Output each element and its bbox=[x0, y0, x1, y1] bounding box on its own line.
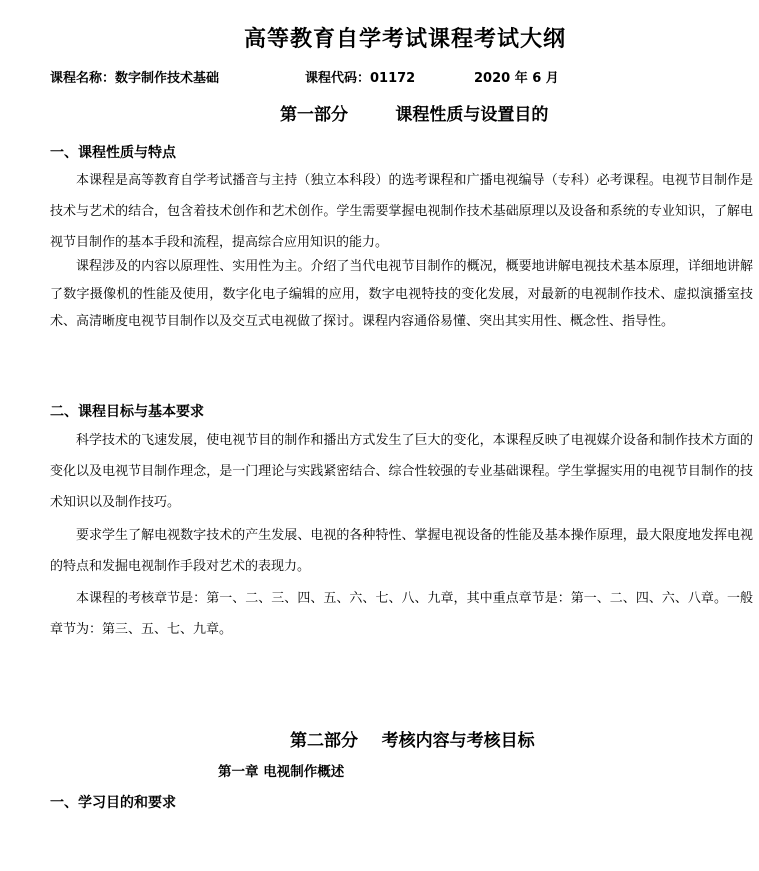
syllabus-date: 2020 年 6 月 bbox=[474, 71, 559, 86]
part-one-title: 第一部分 课程性质与设置目的 bbox=[280, 105, 549, 125]
section-heading-goals: 二、课程目标与基本要求 bbox=[50, 404, 204, 420]
paragraph-goals-1: 科学技术的飞速发展，使电视节目的制作和播出方式发生了巨大的变化，本课程反映了电视媒介设备和制作技术方面的变化以及电视节目制作理念，是一门理论与实践紧密结合、综合性较强的专业基础课程。学生掌握实用的电视节目制作的技术知识以及制作技巧。 bbox=[50, 433, 753, 510]
section-heading-objectives: 一、学习目的和要求 bbox=[50, 795, 176, 811]
paragraph-goals-2: 要求学生了解电视数字技术的产生发展、电视的各种特性、掌握电视设备的性能及基本操作原理，最大限度地发挥电视的特点和发掘电视制作手段对艺术的表现力。 bbox=[50, 528, 753, 574]
paragraph-nature-1: 本课程是高等教育自学考试播音与主持（独立本科段）的选考课程和广播电视编导（专科）必考课程。电视节目制作是技术与艺术的结合，包含着技术创作和艺术创作。学生需要掌握电视制作技术基础原理以及设备和系统的专业知识，了解电视节目制作的基本手段和流程，提高综合应用知识的能力。 bbox=[50, 173, 753, 250]
document-title: 高等教育自学考试课程考试大纲 bbox=[243, 26, 566, 52]
part-two-title: 第二部分 考核内容与考核目标 bbox=[290, 731, 535, 751]
course-name: 课程名称：数字制作技术基础 bbox=[50, 71, 220, 86]
chapter-one-title: 第一章 电视制作概述 bbox=[218, 764, 345, 780]
section-heading-nature: 一、课程性质与特点 bbox=[50, 145, 176, 161]
course-code: 课程代码：01172 bbox=[305, 71, 416, 86]
paragraph-nature-2: 课程涉及的内容以原理性、实用性为主。介绍了当代电视节目制作的概况，概要地讲解电视技术基本原理，详细地讲解了数字摄像机的性能及使用，数字化电子编辑的应用，数字电视特技的变化发展，对最新的电视制作技术、虚拟演播室技术、高清晰度电视节目制作以及交互式电视做了探讨。课程内容通俗易懂、突出其实用性、概念性、指导性。 bbox=[50, 259, 753, 329]
paragraph-goals-3: 本课程的考核章节是：第一、二、三、四、五、六、七、八、九章，其中重点章节是：第一、二、四、六、八章。一般章节为：第三、五、七、九章。 bbox=[50, 591, 753, 637]
